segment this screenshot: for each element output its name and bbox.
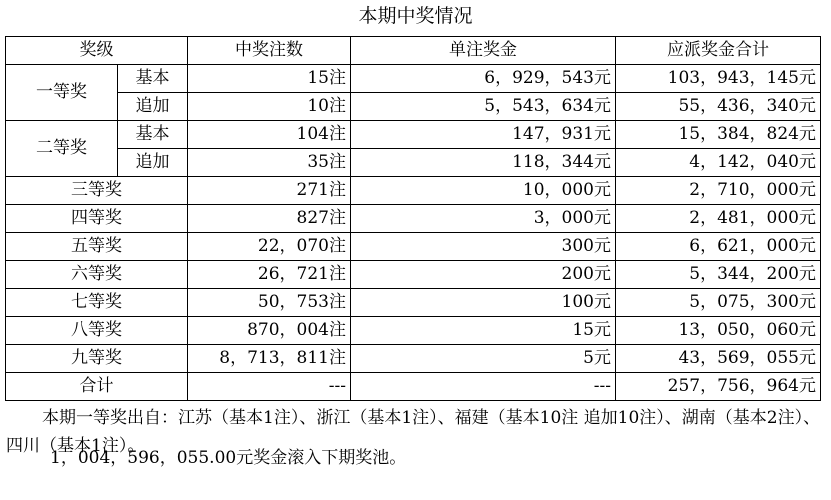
- prize-total: 4，142，040元: [616, 149, 821, 177]
- header-total: 应派奖金合计: [616, 37, 821, 65]
- table-row: [6, 317, 821, 345]
- winner-count: 15注: [188, 65, 351, 93]
- prize-total: 2，710，000元: [616, 177, 821, 205]
- jackpot-rollover-note: 1，004，596，055.00元奖金滚入下期奖池。: [50, 448, 407, 468]
- prize-total: 15，384，824元: [616, 121, 821, 149]
- winner-count: 10注: [188, 93, 351, 121]
- winner-count: 271注: [188, 177, 351, 205]
- table-row: [6, 93, 821, 121]
- total-amount: ---: [351, 373, 616, 401]
- prize-total: 55，436，340元: [616, 93, 821, 121]
- total-count: ---: [188, 373, 351, 401]
- page-title: 本期中奖情况: [358, 5, 473, 27]
- winner-count: 50，753注: [188, 289, 351, 317]
- prize-table: [5, 36, 821, 401]
- prize-amount: 100元: [351, 289, 616, 317]
- table-row: [6, 121, 821, 149]
- prize-subtype: 基本: [118, 121, 188, 149]
- table-header-row: [6, 37, 821, 65]
- total-label: 合计: [6, 373, 188, 401]
- prize-level-name: 四等奖: [6, 205, 188, 233]
- prize-level-name: 二等奖: [6, 121, 118, 177]
- first-prize-origin-note: 本期一等奖出自：江苏（基本1注）、浙江（基本1注）、福建（基本10注 追加10注）、湖南（基本2注）、四川（基本1注）。: [6, 408, 821, 456]
- prize-level-name: 一等奖: [6, 65, 118, 121]
- table-row: [6, 65, 821, 93]
- winner-count: 35注: [188, 149, 351, 177]
- prize-total: 13，050，060元: [616, 317, 821, 345]
- prize-amount: 5元: [351, 345, 616, 373]
- prize-amount: 300元: [351, 233, 616, 261]
- grand-total: 257，756，964元: [616, 373, 821, 401]
- prize-total: 5，344，200元: [616, 261, 821, 289]
- prize-level-name: 八等奖: [6, 317, 188, 345]
- table-row: [6, 345, 821, 373]
- table-row: [6, 149, 821, 177]
- prize-total: 2，481，000元: [616, 205, 821, 233]
- winner-count: 870，004注: [188, 317, 351, 345]
- prize-subtype: 追加: [118, 149, 188, 177]
- winner-count: 26，721注: [188, 261, 351, 289]
- prize-total: 5，075，300元: [616, 289, 821, 317]
- prize-total: 43，569，055元: [616, 345, 821, 373]
- header-count: 中奖注数: [188, 37, 351, 65]
- winner-count: 8，713，811注: [188, 345, 351, 373]
- prize-total: 103，943，145元: [616, 65, 821, 93]
- winner-count: 104注: [188, 121, 351, 149]
- winner-count: 22，070注: [188, 233, 351, 261]
- table-row: [6, 177, 821, 205]
- prize-amount: 118，344元: [351, 149, 616, 177]
- prize-level-name: 七等奖: [6, 289, 188, 317]
- prize-amount: 6，929，543元: [351, 65, 616, 93]
- prize-amount: 10，000元: [351, 177, 616, 205]
- prize-subtype: 追加: [118, 93, 188, 121]
- table-total-row: [6, 373, 821, 401]
- table-row: [6, 233, 821, 261]
- winner-count: 827注: [188, 205, 351, 233]
- prize-amount: 147，931元: [351, 121, 616, 149]
- prize-amount: 3，000元: [351, 205, 616, 233]
- prize-level-name: 九等奖: [6, 345, 188, 373]
- table-row: [6, 261, 821, 289]
- prize-amount: 5，543，634元: [351, 93, 616, 121]
- prize-total: 6，621，000元: [616, 233, 821, 261]
- table-row: [6, 205, 821, 233]
- prize-level-name: 三等奖: [6, 177, 188, 205]
- prize-amount: 15元: [351, 317, 616, 345]
- header-level: 奖级: [6, 37, 188, 65]
- prize-level-name: 五等奖: [6, 233, 188, 261]
- table-row: [6, 289, 821, 317]
- prize-subtype: 基本: [118, 65, 188, 93]
- prize-level-name: 六等奖: [6, 261, 188, 289]
- header-amount: 单注奖金: [351, 37, 616, 65]
- prize-amount: 200元: [351, 261, 616, 289]
